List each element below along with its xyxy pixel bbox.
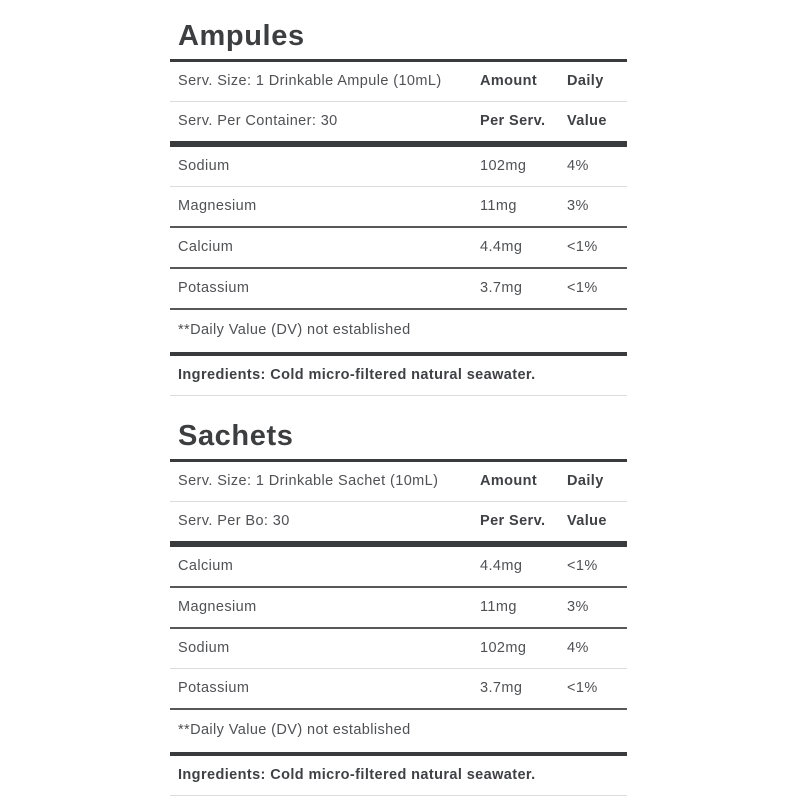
serving-per-text: Serv. Per Bo: 30: [178, 512, 290, 529]
nutrient-row-calcium: [170, 547, 627, 588]
nutrient-name: Magnesium: [178, 197, 257, 214]
column-header-amount: Amount: [480, 72, 538, 89]
nutrient-row-potassium: [170, 269, 627, 310]
nutrient-amount: 4.4mg: [480, 238, 523, 255]
column-header-daily: Daily: [567, 72, 604, 89]
dv-note-text: **Daily Value (DV) not established: [178, 722, 411, 739]
nutrient-daily-value: 4%: [567, 157, 589, 174]
nutrient-name: Sodium: [178, 157, 230, 174]
nutrient-row-calcium: [170, 228, 627, 269]
serving-size-header-row: [170, 462, 627, 502]
nutrient-daily-value: <1%: [567, 279, 598, 296]
nutrient-daily-value: <1%: [567, 557, 598, 574]
nutrient-name: Potassium: [178, 679, 250, 696]
column-header-amount: Amount: [480, 472, 538, 489]
nutrient-name: Calcium: [178, 238, 234, 255]
ingredients-text: Ingredients: Cold micro-filtered natural seawater.: [178, 766, 536, 783]
ingredients-row: [170, 356, 627, 396]
section-title-sachets: Sachets: [170, 418, 627, 462]
section-ampules: [170, 18, 627, 396]
nutrient-amount: 3.7mg: [480, 679, 523, 696]
column-header-value: Value: [567, 112, 607, 129]
dv-note-text: **Daily Value (DV) not established: [178, 322, 411, 339]
nutrient-name: Calcium: [178, 557, 234, 574]
nutrient-row-magnesium: [170, 588, 627, 629]
column-header-value: Value: [567, 512, 607, 529]
nutrient-row-sodium: [170, 147, 627, 187]
dv-note-row: [170, 710, 627, 756]
nutrient-daily-value: <1%: [567, 238, 598, 255]
column-header-per-serv: Per Serv.: [480, 512, 546, 529]
nutrient-row-sodium: [170, 629, 627, 669]
nutrient-row-magnesium: [170, 187, 627, 228]
nutrient-daily-value: <1%: [567, 679, 598, 696]
nutrient-name: Potassium: [178, 279, 250, 296]
nutrient-name: Sodium: [178, 639, 230, 656]
serving-per-header-row: [170, 102, 627, 147]
serving-per-text: Serv. Per Container: 30: [178, 112, 338, 129]
nutrient-daily-value: 3%: [567, 598, 589, 615]
serving-size-header-row: [170, 62, 627, 102]
dv-note-row: [170, 310, 627, 356]
ingredients-text: Ingredients: Cold micro-filtered natural seawater.: [178, 366, 536, 383]
column-header-per-serv: Per Serv.: [480, 112, 546, 129]
column-header-daily: Daily: [567, 472, 604, 489]
serving-size-text: Serv. Size: 1 Drinkable Ampule (10mL): [178, 72, 442, 89]
nutrient-amount: 102mg: [480, 639, 527, 656]
nutrient-amount: 11mg: [480, 598, 517, 615]
nutrient-daily-value: 4%: [567, 639, 589, 656]
nutrient-row-potassium: [170, 669, 627, 710]
nutrient-name: Magnesium: [178, 598, 257, 615]
section-sachets: [170, 418, 627, 796]
label-container: [170, 18, 627, 796]
nutrient-amount: 3.7mg: [480, 279, 523, 296]
nutrient-amount: 4.4mg: [480, 557, 523, 574]
nutrient-daily-value: 3%: [567, 197, 589, 214]
serving-per-header-row: [170, 502, 627, 547]
section-title-ampules: Ampules: [170, 18, 627, 62]
serving-size-text: Serv. Size: 1 Drinkable Sachet (10mL): [178, 472, 439, 489]
nutrient-amount: 11mg: [480, 197, 517, 214]
nutrient-amount: 102mg: [480, 157, 527, 174]
ingredients-row: [170, 756, 627, 796]
